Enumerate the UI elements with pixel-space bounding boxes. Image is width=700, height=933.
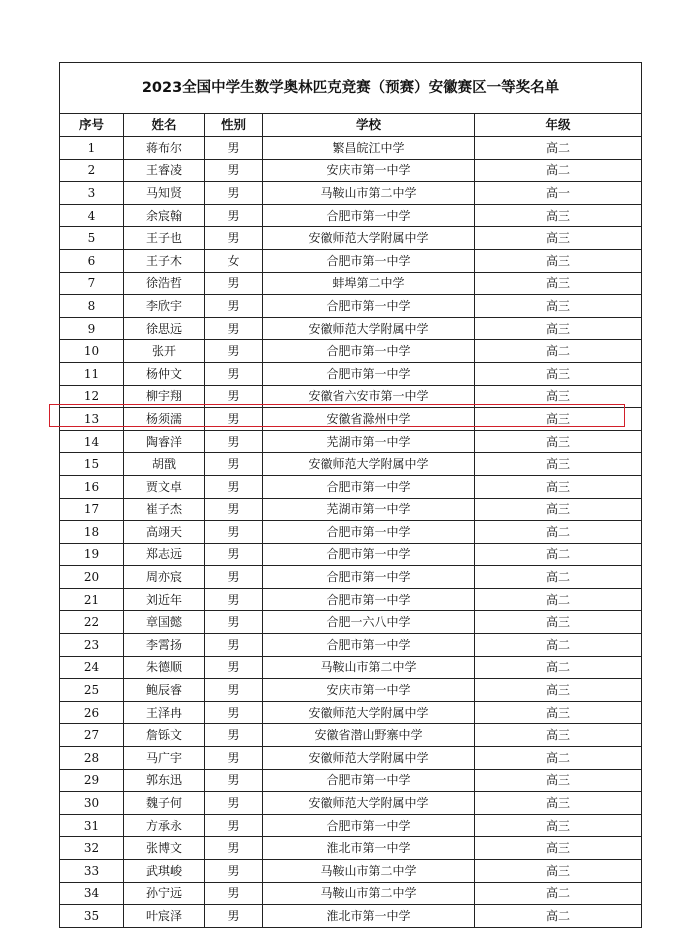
table-row	[60, 882, 642, 905]
cell-grade: 高二	[475, 521, 642, 544]
table-row	[60, 656, 642, 679]
cell-grade: 高三	[475, 362, 642, 385]
cell-no: 20	[60, 566, 124, 589]
cell-name: 陶睿洋	[124, 430, 205, 453]
cell-name: 贾文卓	[124, 475, 205, 498]
cell-no: 23	[60, 634, 124, 657]
table-row	[60, 340, 642, 363]
cell-gender: 男	[205, 159, 263, 182]
cell-grade: 高三	[475, 837, 642, 860]
cell-gender: 男	[205, 837, 263, 860]
table-row	[60, 860, 642, 883]
cell-no: 10	[60, 340, 124, 363]
cell-school: 安徽师范大学附属中学	[263, 227, 475, 250]
award-table	[59, 62, 642, 928]
cell-name: 蒋布尔	[124, 137, 205, 160]
table-row	[60, 317, 642, 340]
header-grade: 年级	[475, 114, 642, 137]
cell-school: 繁昌皖江中学	[263, 137, 475, 160]
header-gender: 性别	[205, 114, 263, 137]
table-row	[60, 498, 642, 521]
cell-name: 郭东迅	[124, 769, 205, 792]
cell-school: 安徽师范大学附属中学	[263, 747, 475, 770]
cell-grade: 高三	[475, 385, 642, 408]
cell-grade: 高二	[475, 747, 642, 770]
cell-name: 李欣宇	[124, 295, 205, 318]
table-row	[60, 634, 642, 657]
cell-no: 2	[60, 159, 124, 182]
cell-school: 马鞍山市第二中学	[263, 182, 475, 205]
table-row	[60, 453, 642, 476]
cell-no: 32	[60, 837, 124, 860]
cell-grade: 高三	[475, 453, 642, 476]
cell-gender: 男	[205, 475, 263, 498]
cell-gender: 男	[205, 317, 263, 340]
cell-no: 25	[60, 679, 124, 702]
cell-grade: 高二	[475, 656, 642, 679]
table-row	[60, 837, 642, 860]
cell-gender: 男	[205, 679, 263, 702]
cell-grade: 高三	[475, 204, 642, 227]
cell-school: 安庆市第一中学	[263, 159, 475, 182]
cell-grade: 高二	[475, 882, 642, 905]
cell-gender: 男	[205, 137, 263, 160]
cell-grade: 高二	[475, 566, 642, 589]
cell-no: 28	[60, 747, 124, 770]
cell-gender: 男	[205, 385, 263, 408]
cell-grade: 高二	[475, 634, 642, 657]
cell-no: 19	[60, 543, 124, 566]
cell-school: 合肥市第一中学	[263, 588, 475, 611]
cell-school: 合肥市第一中学	[263, 295, 475, 318]
cell-gender: 男	[205, 588, 263, 611]
cell-grade: 高三	[475, 860, 642, 883]
table-row	[60, 159, 642, 182]
cell-school: 安徽师范大学附属中学	[263, 701, 475, 724]
cell-name: 朱德顺	[124, 656, 205, 679]
cell-grade: 高一	[475, 182, 642, 205]
cell-gender: 男	[205, 362, 263, 385]
cell-name: 李霄扬	[124, 634, 205, 657]
table-row	[60, 905, 642, 928]
cell-name: 崔子杰	[124, 498, 205, 521]
cell-no: 21	[60, 588, 124, 611]
cell-name: 武琪峻	[124, 860, 205, 883]
cell-school: 芜湖市第一中学	[263, 430, 475, 453]
cell-school: 安徽省潜山野寨中学	[263, 724, 475, 747]
cell-grade: 高三	[475, 792, 642, 815]
cell-name: 徐浩哲	[124, 272, 205, 295]
table-row	[60, 747, 642, 770]
cell-name: 鲍辰睿	[124, 679, 205, 702]
cell-gender: 男	[205, 769, 263, 792]
table-row	[60, 272, 642, 295]
cell-no: 11	[60, 362, 124, 385]
table-row	[60, 814, 642, 837]
cell-name: 叶宸泽	[124, 905, 205, 928]
cell-no: 18	[60, 521, 124, 544]
cell-school: 安徽师范大学附属中学	[263, 453, 475, 476]
cell-grade: 高三	[475, 724, 642, 747]
cell-no: 4	[60, 204, 124, 227]
cell-name: 孙宁远	[124, 882, 205, 905]
cell-grade: 高二	[475, 340, 642, 363]
cell-grade: 高三	[475, 408, 642, 431]
cell-name: 王子木	[124, 249, 205, 272]
cell-gender: 男	[205, 227, 263, 250]
cell-name: 魏子何	[124, 792, 205, 815]
header-no: 序号	[60, 114, 124, 137]
cell-school: 合肥市第一中学	[263, 769, 475, 792]
table-row	[60, 792, 642, 815]
cell-grade: 高二	[475, 905, 642, 928]
table-row	[60, 611, 642, 634]
cell-gender: 男	[205, 701, 263, 724]
cell-school: 安徽省滁州中学	[263, 408, 475, 431]
cell-gender: 男	[205, 204, 263, 227]
table-row	[60, 430, 642, 453]
cell-school: 安徽省六安市第一中学	[263, 385, 475, 408]
cell-no: 5	[60, 227, 124, 250]
cell-gender: 男	[205, 860, 263, 883]
cell-grade: 高三	[475, 430, 642, 453]
cell-school: 合肥市第一中学	[263, 566, 475, 589]
cell-gender: 男	[205, 724, 263, 747]
cell-grade: 高三	[475, 272, 642, 295]
cell-school: 马鞍山市第二中学	[263, 882, 475, 905]
cell-gender: 男	[205, 543, 263, 566]
cell-gender: 男	[205, 430, 263, 453]
cell-gender: 男	[205, 905, 263, 928]
cell-no: 27	[60, 724, 124, 747]
cell-school: 合肥市第一中学	[263, 634, 475, 657]
cell-gender: 女	[205, 249, 263, 272]
cell-gender: 男	[205, 634, 263, 657]
cell-no: 33	[60, 860, 124, 883]
table-row	[60, 701, 642, 724]
table-title: 2023全国中学生数学奥林匹克竞赛（预赛）安徽赛区一等奖名单	[60, 63, 642, 114]
cell-school: 蚌埠第二中学	[263, 272, 475, 295]
cell-grade: 高二	[475, 137, 642, 160]
header-school: 学校	[263, 114, 475, 137]
cell-name: 高翊天	[124, 521, 205, 544]
cell-no: 16	[60, 475, 124, 498]
table-row	[60, 408, 642, 431]
cell-no: 22	[60, 611, 124, 634]
cell-gender: 男	[205, 611, 263, 634]
cell-grade: 高三	[475, 475, 642, 498]
cell-grade: 高三	[475, 227, 642, 250]
cell-grade: 高三	[475, 679, 642, 702]
cell-name: 方承永	[124, 814, 205, 837]
cell-name: 周亦宸	[124, 566, 205, 589]
cell-school: 淮北市第一中学	[263, 837, 475, 860]
table-row	[60, 295, 642, 318]
cell-no: 31	[60, 814, 124, 837]
cell-name: 詹铄文	[124, 724, 205, 747]
cell-no: 26	[60, 701, 124, 724]
cell-name: 胡戬	[124, 453, 205, 476]
cell-name: 张博文	[124, 837, 205, 860]
cell-school: 合肥市第一中学	[263, 204, 475, 227]
cell-school: 合肥市第一中学	[263, 362, 475, 385]
cell-gender: 男	[205, 521, 263, 544]
cell-no: 12	[60, 385, 124, 408]
cell-school: 芜湖市第一中学	[263, 498, 475, 521]
cell-school: 合肥市第一中学	[263, 475, 475, 498]
cell-no: 9	[60, 317, 124, 340]
cell-school: 合肥市第一中学	[263, 543, 475, 566]
table-row	[60, 724, 642, 747]
table-row	[60, 588, 642, 611]
cell-no: 7	[60, 272, 124, 295]
cell-school: 合肥一六八中学	[263, 611, 475, 634]
cell-gender: 男	[205, 408, 263, 431]
cell-no: 6	[60, 249, 124, 272]
cell-no: 17	[60, 498, 124, 521]
cell-school: 淮北市第一中学	[263, 905, 475, 928]
cell-school: 马鞍山市第二中学	[263, 860, 475, 883]
cell-gender: 男	[205, 656, 263, 679]
table-row	[60, 249, 642, 272]
cell-name: 王子也	[124, 227, 205, 250]
cell-grade: 高三	[475, 814, 642, 837]
table-row	[60, 385, 642, 408]
cell-grade: 高三	[475, 701, 642, 724]
cell-grade: 高三	[475, 249, 642, 272]
cell-name: 徐思远	[124, 317, 205, 340]
cell-no: 1	[60, 137, 124, 160]
cell-no: 13	[60, 408, 124, 431]
cell-school: 合肥市第一中学	[263, 249, 475, 272]
cell-no: 14	[60, 430, 124, 453]
cell-gender: 男	[205, 498, 263, 521]
cell-name: 刘近年	[124, 588, 205, 611]
cell-school: 安庆市第一中学	[263, 679, 475, 702]
table-row	[60, 679, 642, 702]
cell-name: 王泽冉	[124, 701, 205, 724]
cell-gender: 男	[205, 295, 263, 318]
table-row	[60, 521, 642, 544]
cell-name: 王睿凌	[124, 159, 205, 182]
table-body	[60, 137, 642, 928]
table-row	[60, 475, 642, 498]
cell-gender: 男	[205, 747, 263, 770]
cell-gender: 男	[205, 882, 263, 905]
cell-name: 柳宇翔	[124, 385, 205, 408]
cell-school: 马鞍山市第二中学	[263, 656, 475, 679]
cell-no: 30	[60, 792, 124, 815]
cell-school: 安徽师范大学附属中学	[263, 792, 475, 815]
cell-name: 郑志远	[124, 543, 205, 566]
table-row	[60, 362, 642, 385]
cell-grade: 高三	[475, 295, 642, 318]
cell-name: 杨须濡	[124, 408, 205, 431]
table-row	[60, 566, 642, 589]
cell-no: 8	[60, 295, 124, 318]
cell-gender: 男	[205, 814, 263, 837]
cell-no: 29	[60, 769, 124, 792]
table-row	[60, 204, 642, 227]
cell-grade: 高二	[475, 588, 642, 611]
table-row	[60, 769, 642, 792]
cell-name: 余宸翰	[124, 204, 205, 227]
cell-name: 马知贤	[124, 182, 205, 205]
cell-grade: 高二	[475, 543, 642, 566]
cell-gender: 男	[205, 792, 263, 815]
cell-no: 35	[60, 905, 124, 928]
cell-no: 3	[60, 182, 124, 205]
cell-school: 合肥市第一中学	[263, 340, 475, 363]
cell-no: 15	[60, 453, 124, 476]
cell-school: 安徽师范大学附属中学	[263, 317, 475, 340]
cell-school: 合肥市第一中学	[263, 814, 475, 837]
cell-no: 24	[60, 656, 124, 679]
table-row	[60, 543, 642, 566]
cell-name: 章国懿	[124, 611, 205, 634]
cell-grade: 高三	[475, 498, 642, 521]
cell-grade: 高三	[475, 769, 642, 792]
award-list-sheet	[59, 62, 641, 928]
cell-gender: 男	[205, 566, 263, 589]
cell-gender: 男	[205, 182, 263, 205]
cell-gender: 男	[205, 453, 263, 476]
cell-gender: 男	[205, 340, 263, 363]
table-row	[60, 137, 642, 160]
cell-grade: 高三	[475, 317, 642, 340]
cell-gender: 男	[205, 272, 263, 295]
table-row	[60, 182, 642, 205]
table-row	[60, 227, 642, 250]
cell-school: 合肥市第一中学	[263, 521, 475, 544]
header-name: 姓名	[124, 114, 205, 137]
cell-no: 34	[60, 882, 124, 905]
header-row	[60, 114, 642, 137]
cell-grade: 高二	[475, 159, 642, 182]
cell-name: 张开	[124, 340, 205, 363]
cell-name: 杨仲文	[124, 362, 205, 385]
cell-name: 马广宇	[124, 747, 205, 770]
cell-grade: 高三	[475, 611, 642, 634]
